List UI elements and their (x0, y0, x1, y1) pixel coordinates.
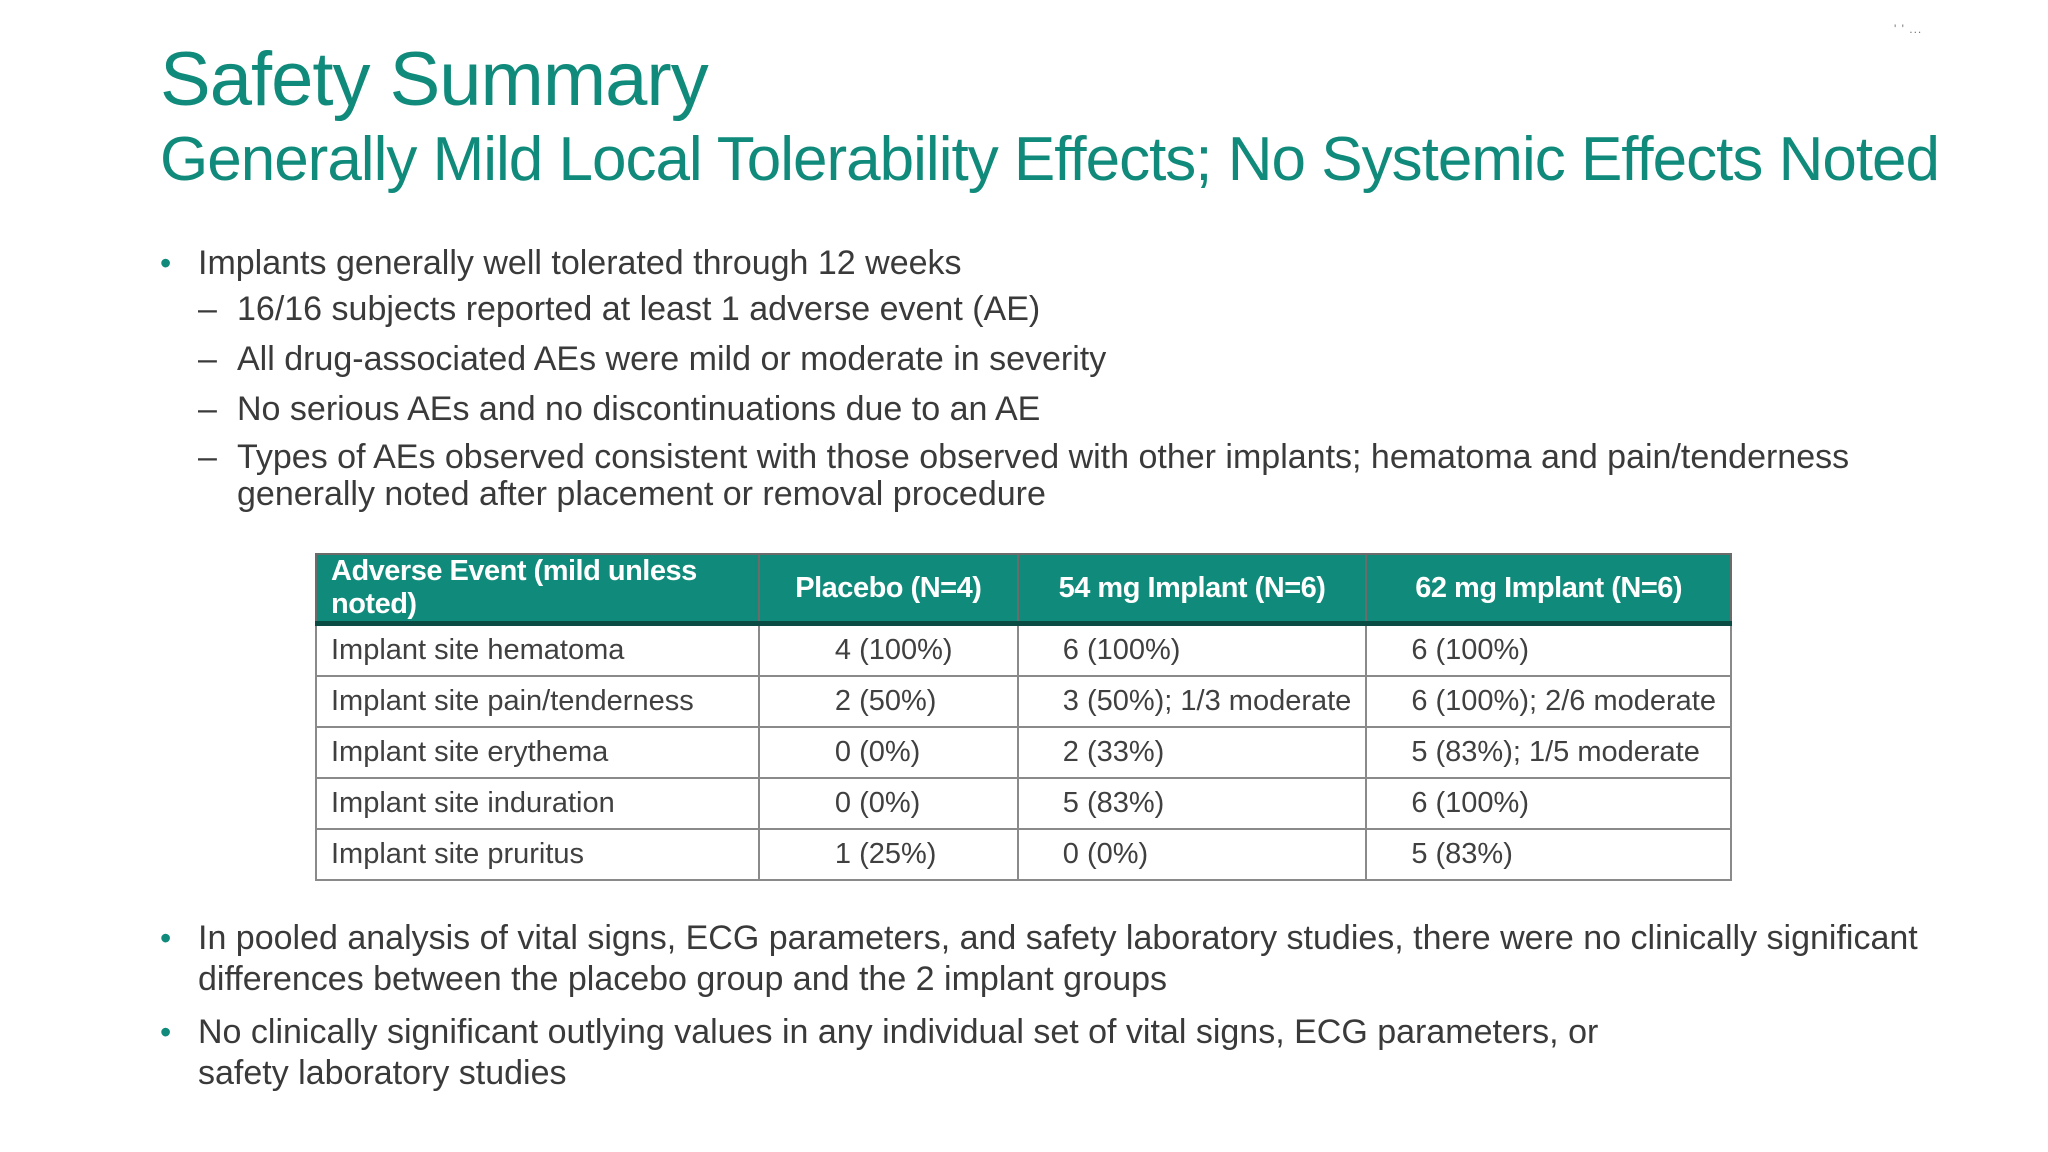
cell-placebo: 1 (25%) (759, 829, 1018, 880)
cell-placebo: 0 (0%) (759, 727, 1018, 778)
table-row (316, 624, 1731, 677)
cell-62mg: 6 (100%) (1366, 778, 1731, 829)
slide-subtitle: Generally Mild Local Tolerability Effects; No Systemic Effects Noted (160, 125, 1940, 194)
cell-62mg: 5 (83%) (1366, 829, 1731, 880)
table-row (316, 778, 1731, 829)
bullet-outlying-values: • No clinically significant outlying values in any individual set of vital signs, ECG parameters, or safety laboratory studies (160, 1012, 1698, 1094)
bullet-well-tolerated: • Implants generally well tolerated through 12 weeks (160, 240, 1960, 286)
slide-title: Safety Summary (160, 37, 708, 122)
cell-event: Implant site erythema (316, 727, 759, 778)
table-row (316, 829, 1731, 880)
cell-event: Implant site pruritus (316, 829, 759, 880)
table-header-row (316, 554, 1731, 624)
adverse-event-table (315, 553, 1732, 881)
cell-54mg: 5 (83%) (1018, 778, 1367, 829)
cell-62mg: 5 (83%); 1/5 moderate (1366, 727, 1731, 778)
top-bullet-list (160, 240, 1960, 523)
cell-54mg: 0 (0%) (1018, 829, 1367, 880)
header-placebo: Placebo (N=4) (759, 554, 1018, 624)
table-row (316, 676, 1731, 727)
cell-placebo: 0 (0%) (759, 778, 1018, 829)
sub-bullet-3: – No serious AEs and no discontinuations due to an AE (160, 389, 1960, 429)
cell-placebo: 4 (100%) (759, 624, 1018, 677)
bullet-pooled-analysis: • In pooled analysis of vital signs, ECG parameters, and safety laboratory studies, there were no clinically significant differences between the placebo group and the 2 implant groups (160, 918, 1960, 1000)
cell-62mg: 6 (100%); 2/6 moderate (1366, 676, 1731, 727)
sub-bullet-4: – Types of AEs observed consistent with those observed with other implants; hematoma and pain/tenderness generally noted after placement or removal procedure (160, 439, 1960, 513)
cell-event: Implant site pain/tenderness (316, 676, 759, 727)
cell-event: Implant site induration (316, 778, 759, 829)
corner-mark: ' ' ... (1894, 22, 1923, 36)
bottom-bullet-list (160, 918, 1960, 1106)
sub-bullet-2: – All drug-associated AEs were mild or moderate in severity (160, 339, 1960, 379)
cell-62mg: 6 (100%) (1366, 624, 1731, 677)
cell-event: Implant site hematoma (316, 624, 759, 677)
cell-54mg: 3 (50%); 1/3 moderate (1018, 676, 1367, 727)
header-54mg: 54 mg Implant (N=6) (1018, 554, 1367, 624)
header-adverse-event: Adverse Event (mild unless noted) (316, 554, 759, 624)
table-row (316, 727, 1731, 778)
cell-placebo: 2 (50%) (759, 676, 1018, 727)
cell-54mg: 2 (33%) (1018, 727, 1367, 778)
cell-54mg: 6 (100%) (1018, 624, 1367, 677)
header-62mg: 62 mg Implant (N=6) (1366, 554, 1731, 624)
sub-bullet-1: – 16/16 subjects reported at least 1 adverse event (AE) (160, 289, 1960, 329)
